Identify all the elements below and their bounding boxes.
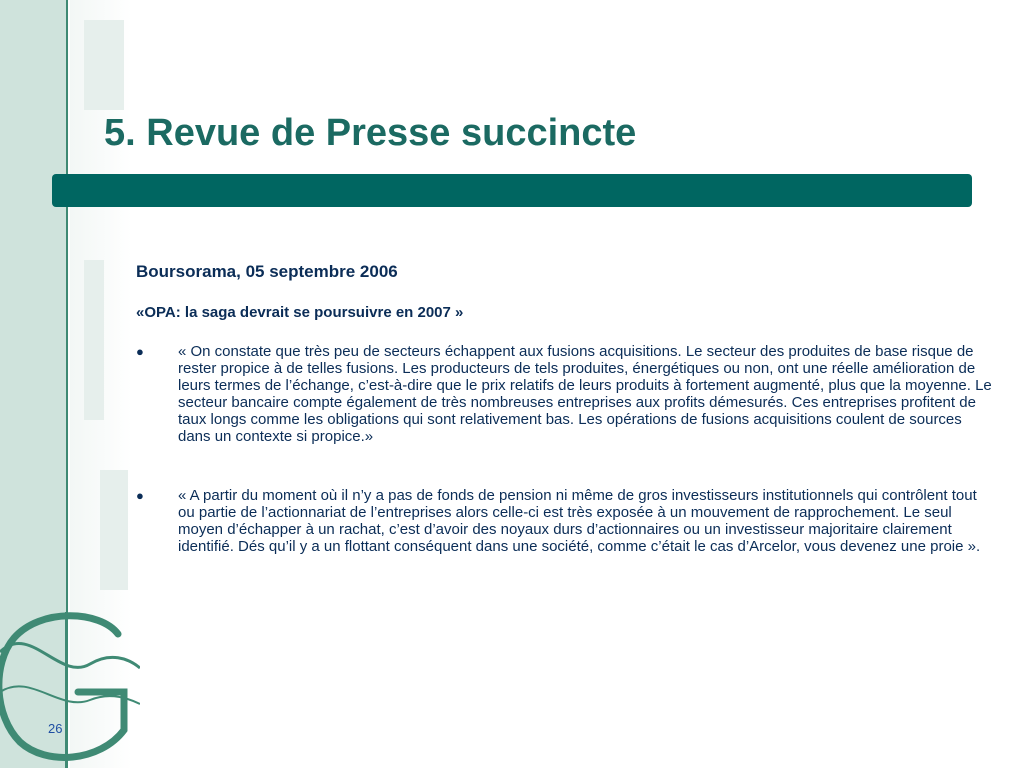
bullet-icon: ● [136, 488, 144, 503]
slide-title: 5. Revue de Presse succincte [104, 112, 637, 154]
faint-decor-block [84, 20, 124, 110]
quote-item [136, 487, 996, 555]
bullet-icon: ● [136, 344, 144, 359]
article-headline: «OPA: la saga devrait se poursuivre en 2007 » [136, 304, 464, 321]
faint-decor-block [100, 470, 128, 590]
quote-text: « A partir du moment où il n’y a pas de fonds de pension ni même de gros investisseurs institutionnels qui contrôlent tout ou partie de l’actionnariat de l’entreprises alors celle-ci est très exposée à un mouvement de rapprochement. Le seul moyen d’échapper à un rachat, c’est d’avoir des noyaux durs d’actionnaires ou un investisseur majoritaire clairement identifié. Dés qu’il y a un flottant conséquent dans une société, comme c’était le cas d’Arcelor, vous devenez une proie ». [178, 487, 981, 555]
company-logo-icon [0, 612, 140, 768]
quote-text: « On constate que très peu de secteurs échappent aux fusions acquisitions. Le secteur des produites de base risque de rester propice à de telles fusions. Les producteurs de tels produites, énergétiques ou non, ont une réelle amélioration de leurs termes de l’échange, c’est-à-dire que le prix relatifs de leurs produits à fortement augmenté, plus que la moyenne. Le secteur bancaire compte également de très nombreuses entreprises aux profits démesurés. Ces entreprises profitent de taux longs comme les obligations qui sont relativement bas. Les opérations de fusions acquisitions coulent de sources dans un contexte si propice.» [178, 343, 992, 445]
faint-decor-block [84, 260, 104, 420]
press-source: Boursorama, 05 septembre 2006 [136, 262, 398, 281]
title-underline-bar [52, 174, 972, 207]
quote-item [136, 343, 996, 445]
slide-content [136, 262, 996, 555]
page-number: 26 [48, 721, 63, 736]
